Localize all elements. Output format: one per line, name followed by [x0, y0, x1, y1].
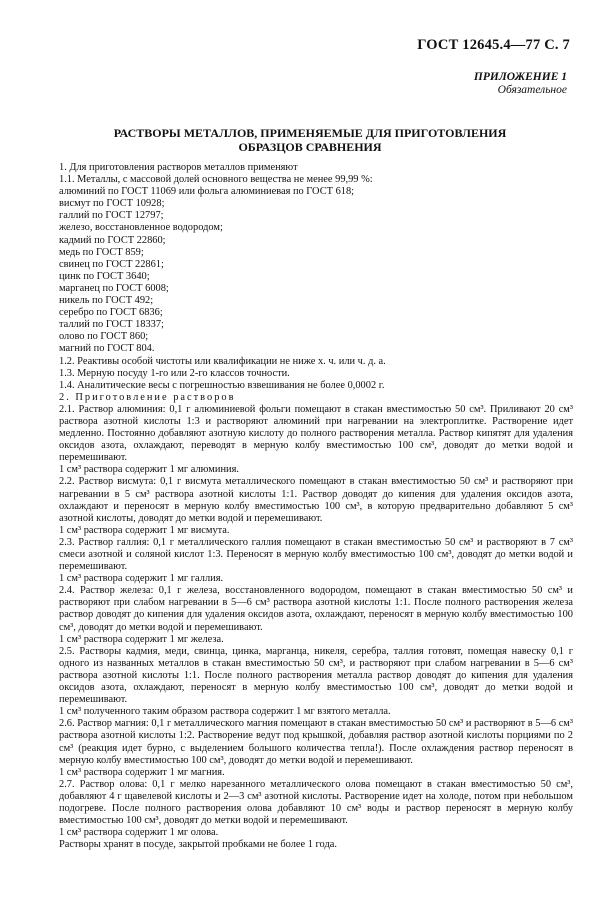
paragraph: 2.2. Раствор висмута: 0,1 г висмута металлического помещают в стакан вместимостью 50 см³ и растворяют при нагревании в 5 см³ раствора азотной кислоты 1:1. Раствор доводят до кипения для удаления оксидов азота, охлаждают и переносят в мерную колбу вместимостью 100 см³, в которую предварительно добавляют 5 см³ азотной кислоты, доводят до метки водой и перемешивают. — [59, 476, 573, 524]
text-line: железо, восстановленное водородом; — [59, 222, 223, 234]
text-line: алюминий по ГОСТ 11069 или фольга алюминиевая по ГОСТ 618; — [59, 186, 355, 198]
appendix-number: ПРИЛОЖЕНИЕ 1 — [473, 71, 567, 83]
paragraph: 2.5. Растворы кадмия, меди, свинца, цинка, марганца, никеля, серебра, таллия готовят, помещая навеску 0,1 г одного из названных металлов в стакан вместимостью 50 см³, и растворяют при слабом нагревании в 5—6 см³ раствора азотной кислоты 1:1. После полного растворения металла раствор доводят до кипения для удаления оксидов азота, охлаждают, переносят в мерную колбу вместимостью 100 см³, доводят до метки водой и перемешивают. — [59, 645, 573, 706]
text-line: 1.2. Реактивы особой чистоты или квалификации не ниже х. ч. или ч. д. а. — [59, 355, 386, 367]
text-line: галлий по ГОСТ 12797; — [59, 210, 164, 222]
paragraph: Растворы хранят в посуде, закрытой пробками не более 1 года. — [59, 839, 337, 851]
title-line-1: РАСТВОРЫ МЕТАЛЛОВ, ПРИМЕНЯЕМЫЕ ДЛЯ ПРИГОТОВЛЕНИЯ — [113, 126, 507, 140]
paragraph: 1 см³ раствора содержит 1 мг магния. — [59, 766, 225, 778]
appendix-status: Обязательное — [497, 84, 567, 96]
paragraph: 2.1. Раствор алюминия: 0,1 г алюминиевой фольги помещают в стакан вместимостью 50 см³. Приливают 20 см³ раствора азотной кислоты 1:3 и растворяют алюминий при нагревании на электроплитке. Растворение идет медленно. Постоянно добавляют азотную кислоту до полного растворения металла. Раствор кипятят для удаления оксидов азота, охлаждают, переводят в мерную колбу вместимостью 100 см³, доводят до метки водой и перемешивают. — [59, 403, 573, 464]
text-line: таллий по ГОСТ 18337; — [59, 319, 164, 331]
text-line: 1.3. Мерную посуду 1-го или 2-го классов точности. — [59, 367, 290, 379]
title-line-2: ОБРАЗЦОВ СРАВНЕНИЯ — [238, 139, 382, 154]
paragraph: 1 см³ полученного таким образом раствора содержит 1 мг взятого металла. — [59, 706, 391, 718]
paragraph: 2.6. Раствор магния: 0,1 г металлического магния помещают в стакан вместимостью 50 см³ и растворяют в 5—6 см³ раствора азотной кислоты 1:2. Растворение ведут под крышкой, добавляя раствор азотной кислоты порциями по 2 см³ (реакция идет бурно, с выделением большого количества тепла!). После охлаждения раствор переносят в мерную колбу вместимостью 100 см³, доводят до метки водой и перемешивают. — [59, 718, 573, 766]
text-line: кадмий по ГОСТ 22860; — [59, 234, 166, 246]
page-title — [90, 127, 530, 154]
text-line: магний по ГОСТ 804. — [59, 343, 155, 355]
appendix-label — [474, 71, 567, 97]
paragraph: 1 см³ раствора содержит 1 мг олова. — [59, 827, 219, 839]
text-line: 1. Для приготовления растворов металлов применяют — [59, 162, 298, 173]
text-line: 1.1. Металлы, с массовой долей основного вещества не менее 99,99 %: — [59, 174, 373, 186]
text-line: медь по ГОСТ 859; — [59, 246, 144, 258]
paragraph: 1 см³ раствора содержит 1 мг висмута. — [59, 524, 230, 536]
text-line: висмут по ГОСТ 10928; — [59, 198, 165, 210]
document-body — [59, 162, 573, 851]
text-line: марганец по ГОСТ 6008; — [59, 282, 169, 294]
text-line: серебро по ГОСТ 6836; — [59, 307, 163, 319]
text-line: олово по ГОСТ 860; — [59, 331, 149, 343]
text-line: свинец по ГОСТ 22861; — [59, 258, 164, 270]
text-line: 1.4. Аналитические весы с погрешностью взвешивания не более 0,0002 г. — [59, 379, 385, 391]
paragraph: 2.7. Раствор олова: 0,1 г мелко нарезанного металлического олова помещают в стакан вместимостью 50 см³, добавляют 4 г щавелевой кислоты и 2—3 см³ азотной кислоты. Растворение идет на холоде, потом при небольшом подогреве. После полного растворения олова добавляют 10 см³ воды и раствор переносят в мерную колбу вместимостью 100 см³, доводят до метки водой и перемешивают. — [59, 778, 573, 827]
paragraph: 1 см³ раствора содержит 1 мг галлия. — [59, 573, 224, 585]
section-heading: 2. Приготовление растворов — [59, 391, 236, 403]
paragraph: 2.3. Раствор галлия: 0,1 г металлического галлия помещают в стакан вместимостью 50 см³ и растворяют в 7 см³ смеси азотной и соляной кислот 1:3. Переносят в мерную колбу вместимостью 100 см³, доводят до метки водой и перемешивают. — [59, 536, 573, 573]
paragraph: 1 см³ раствора содержит 1 мг железа. — [59, 633, 224, 645]
paragraph: 2.4. Раствор железа: 0,1 г железа, восстановленного водородом, помещают в стакан вместимостью 50 см³ и растворяют при слабом нагревании в 5—6 см³ раствора азотной кислоты 1:1. После полного растворения железа раствор доводят до кипения для удаления оксидов азота, охлаждают, переносят в мерную колбу вместимостью 100 см³, доводят до метки водой и перемешивают. — [59, 585, 573, 633]
text-line: цинк по ГОСТ 3640; — [59, 270, 150, 282]
paragraph: 1 см³ раствора содержит 1 мг алюминия. — [59, 464, 239, 476]
text-line: никель по ГОСТ 492; — [59, 295, 154, 307]
document-header: ГОСТ 12645.4—77 С. 7 — [417, 37, 570, 53]
